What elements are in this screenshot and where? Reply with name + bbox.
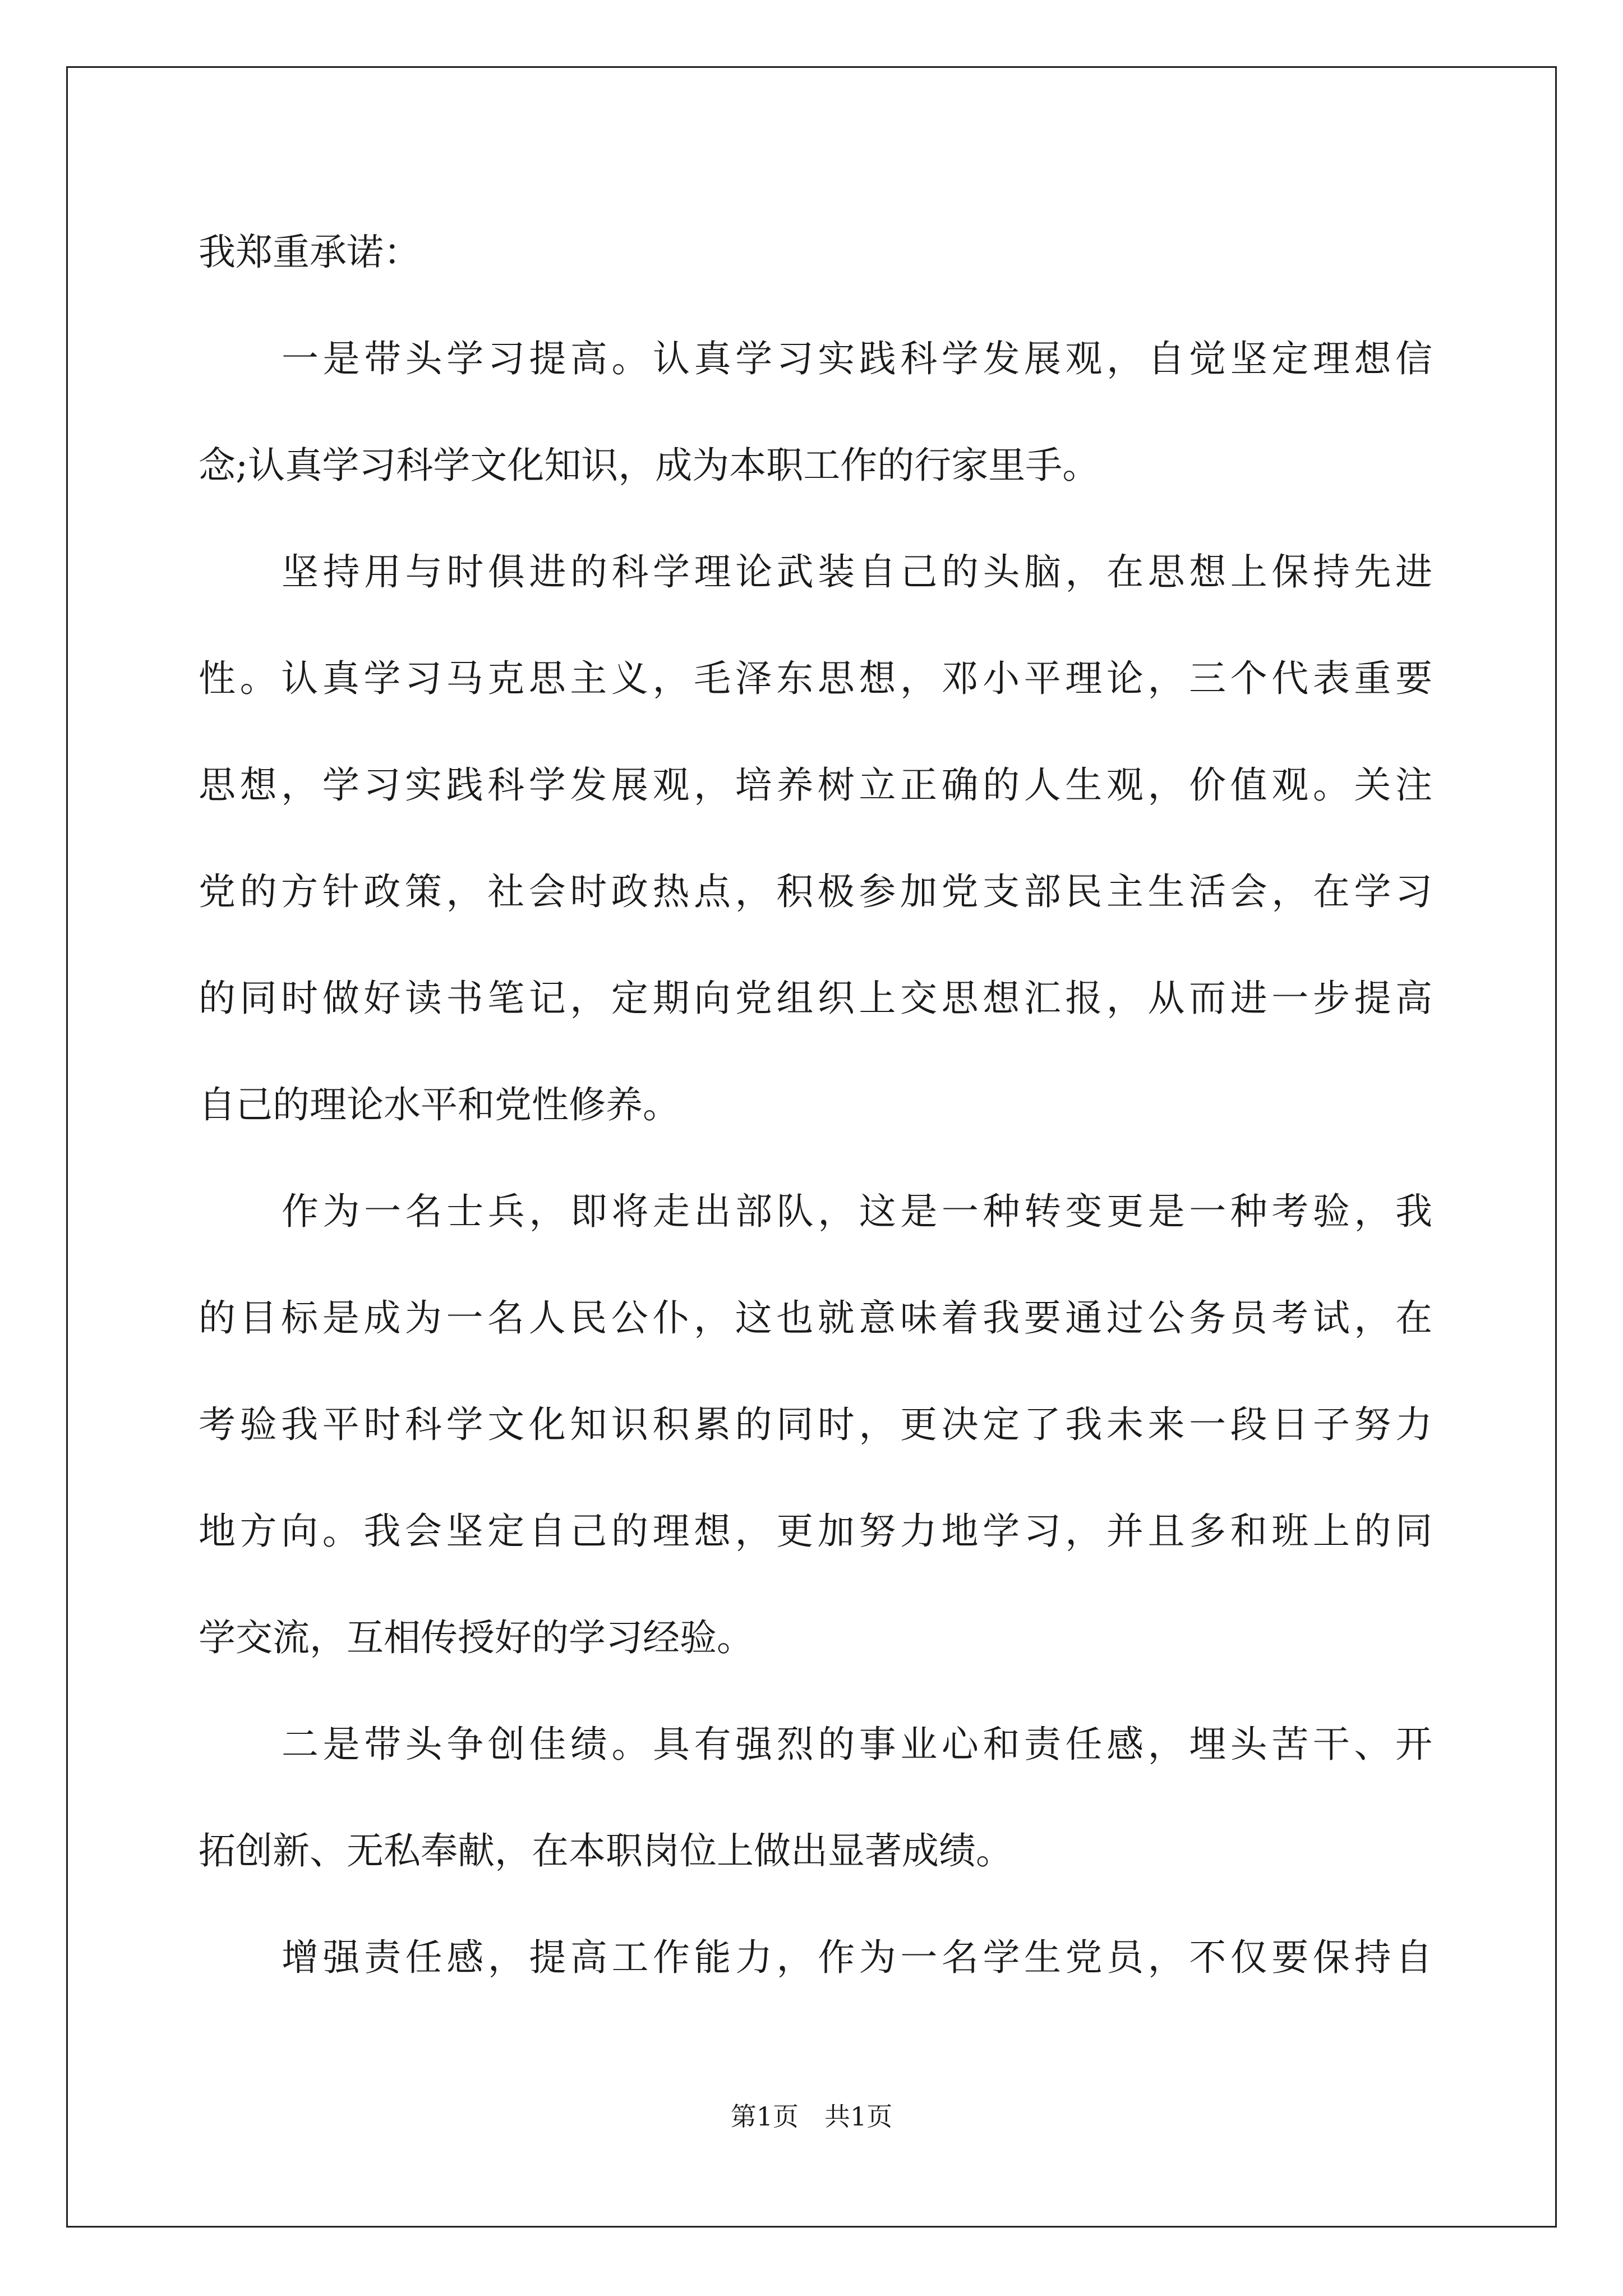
text-line: 思想，学习实践科学发展观，培养树立正确的人生观，价值观。关注	[199, 763, 1432, 807]
text-line: 的目标是成为一名人民公仆，这也就意味着我要通过公务员考试，在	[199, 1296, 1432, 1340]
text-line: 一是带头学习提高。认真学习实践科学发展观，自觉坚定理想信	[282, 337, 1432, 380]
text-line: 地方向。我会坚定自己的理想，更加努力地学习，并且多和班上的同	[199, 1510, 1432, 1553]
text-line: 增强责任感，提高工作能力，作为一名学生党员，不仅要保持自	[282, 1936, 1432, 1979]
text-line: 念;认真学习科学文化知识，成为本职工作的行家里手。	[199, 444, 1100, 487]
text-line: 自己的理论水平和党性修养。	[199, 1083, 680, 1126]
text-line: 考验我平时科学文化知识积累的同时，更决定了我未来一段日子努力	[199, 1403, 1432, 1446]
text-line: 拓创新、无私奉献，在本职岗位上做出显著成绩。	[199, 1829, 1013, 1872]
page-number: 第1页 共1页	[730, 2101, 893, 2132]
text-line: 坚持用与时俱进的科学理论武装自己的头脑，在思想上保持先进	[282, 550, 1432, 593]
text-line: 学交流，互相传授好的学习经验。	[199, 1616, 754, 1659]
text-line: 二是带头争创佳绩。具有强烈的事业心和责任感，埋头苦干、开	[282, 1723, 1432, 1766]
text-line: 作为一名士兵，即将走出部队，这是一种转变更是一种考验，我	[282, 1190, 1432, 1233]
text-line: 党的方针政策，社会时政热点，积极参加党支部民主生活会，在学习	[199, 870, 1432, 913]
text-line: 的同时做好读书笔记，定期向党组织上交思想汇报，从而进一步提高	[199, 977, 1432, 1020]
page-border	[66, 66, 1557, 2228]
text-line: 我郑重承诺：	[199, 231, 421, 274]
text-line: 性。认真学习马克思主义，毛泽东思想，邓小平理论，三个代表重要	[199, 657, 1432, 700]
